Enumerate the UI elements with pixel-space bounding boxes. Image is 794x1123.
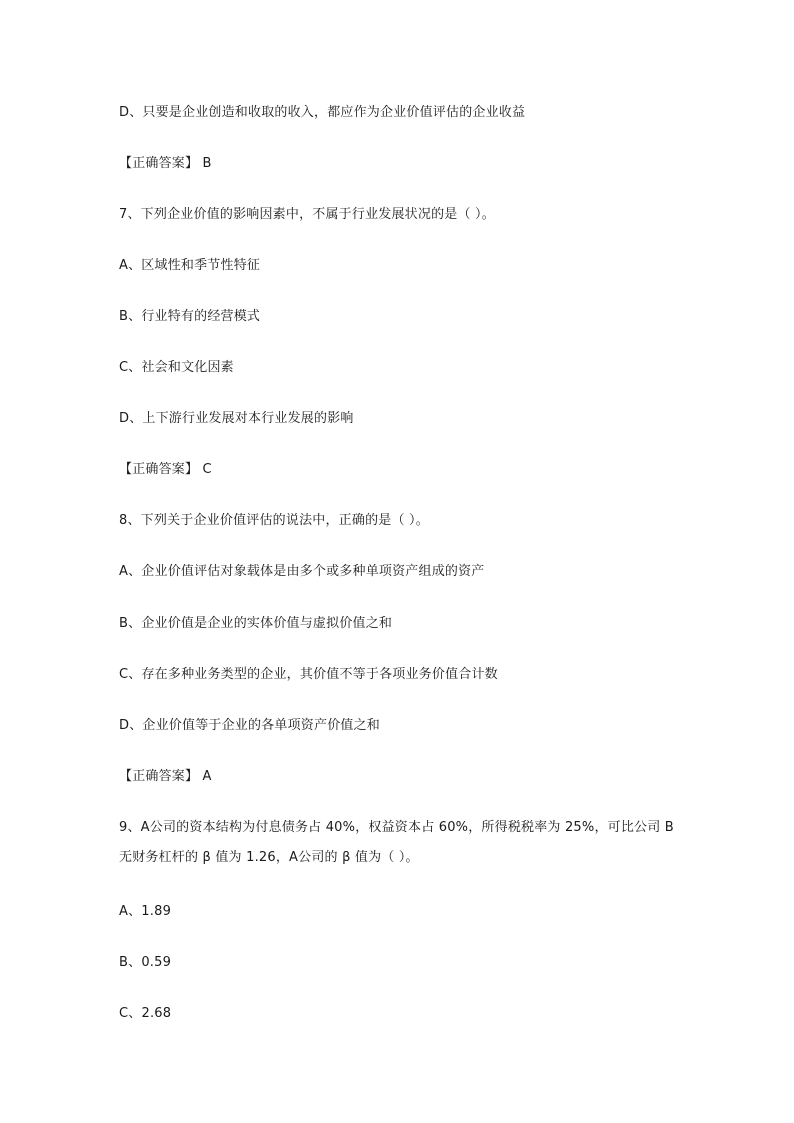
option-a-q8: A、企业价值评估对象载体是由多个或多种单项资产组成的资产 [119,564,485,579]
answer-q7: 【正确答案】 C [119,462,212,477]
option-c-q9: C、2.68 [119,1006,172,1021]
question-9-line-2: 无财务杠杆的 β 值为 1.26，A公司的 β 值为（ ）。 [119,850,419,865]
option-a-q9: A、1.89 [119,904,172,919]
option-b-q8: B、企业价值是企业的实体价值与虚拟价值之和 [119,616,393,631]
option-d-q8: D、企业价值等于企业的各单项资产价值之和 [119,718,381,733]
answer-q8: 【正确答案】 A [119,769,212,784]
question-7: 7、下列企业价值的影响因素中，不属于行业发展状况的是（ ）。 [119,207,495,222]
option-c-q8: C、存在多种业务类型的企业，其价值不等于各项业务价值合计数 [119,667,498,682]
option-d-q7: D、上下游行业发展对本行业发展的影响 [119,411,354,426]
answer-q6: 【正确答案】 B [119,156,212,171]
option-d-q6: D、只要是企业创造和收取的收入，都应作为企业价值评估的企业收益 [119,105,526,120]
question-8: 8、下列关于企业价值评估的说法中，正确的是（ ）。 [119,513,429,528]
question-9-line-1: 9、A公司的资本结构为付息债务占 40%，权益资本占 60%，所得税税率为 25%，可比公司 B [119,820,674,835]
option-a-q7: A、区域性和季节性特征 [119,258,261,273]
option-b-q7: B、行业特有的经营模式 [119,309,261,324]
option-c-q7: C、社会和文化因素 [119,360,234,375]
option-b-q9: B、0.59 [119,955,172,970]
